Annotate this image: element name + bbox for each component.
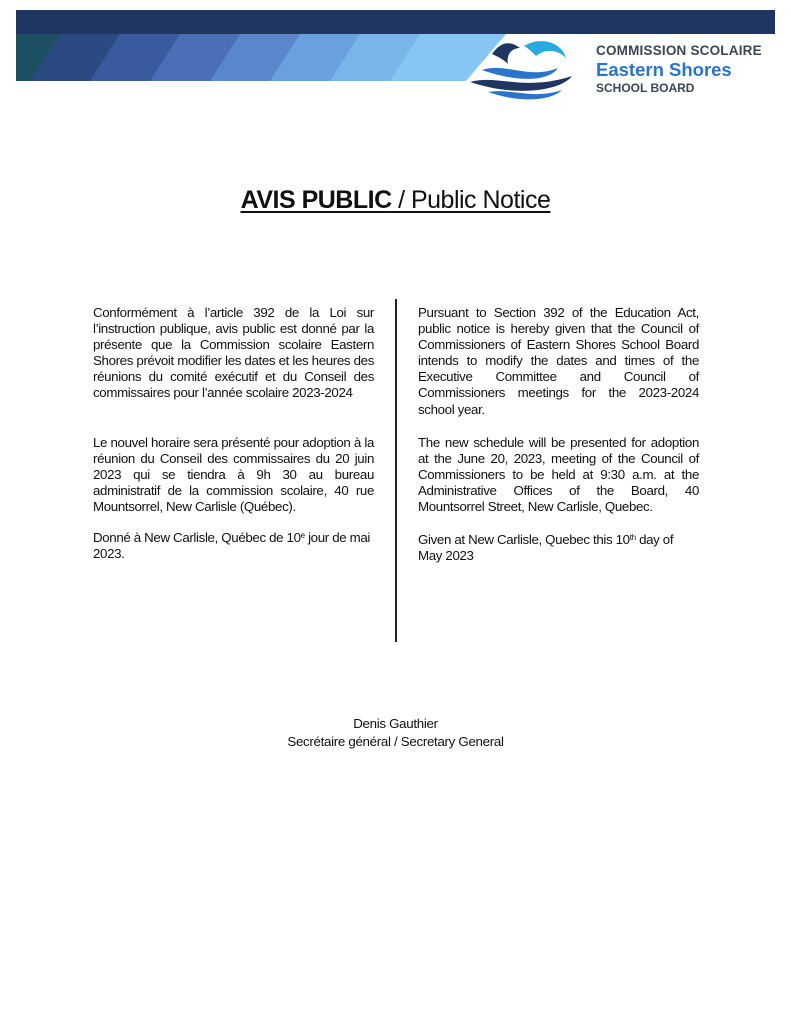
- french-paragraph-2: Le nouvel horaire sera présenté pour adoption à la réunion du Conseil des commissaires du 20 juin 2023 qui se tiendra à 9h 30 au bureau administratif de la commission scolaire, 40 rue Mountsorrel, New Carlisle (Québec).: [93, 434, 374, 514]
- signatory-title: Secrétaire général / Secretary General: [287, 734, 504, 749]
- english-paragraph-2: The new schedule will be presented for adoption at the June 20, 2023, meeting of the Council of Commissioners to be held at 9:30 a.m. at the Administrative Offices of the Board, 40 Mountsorrel Street, New Carlisle, Quebec.: [418, 434, 699, 515]
- english-paragraph-3: Given at New Carlisle, Quebec this 10th day of May 2023: [418, 532, 674, 564]
- logo-line-eastern-shores: Eastern Shores: [596, 58, 732, 80]
- header-top-bar: [16, 10, 775, 34]
- french-paragraph-1: Conformément à l’article 392 de la Loi sur l’instruction publique, avis public est donné par la présente que la Commission scolaire Eastern Shores prévoit modifier les dates et les heures des réunions du comité exécutif et du Conseil des commissaires pour l’année scolaire 2023-2024: [93, 305, 374, 401]
- signature-block: [0, 715, 791, 751]
- title-bold: AVIS PUBLIC: [240, 186, 392, 214]
- logo-line-commission: COMMISSION SCOLAIRE: [596, 43, 762, 58]
- french-column: [93, 305, 374, 562]
- signatory-name: Denis Gauthier: [353, 716, 438, 731]
- school-board-logo-icon: [462, 36, 584, 106]
- english-paragraph-1: Pursuant to Section 392 of the Education Act, public notice is hereby given that the Council of Commissioners of Eastern Shores School Board intends to modify the dates and times of the Executive Committee and Council of Commissioners meetings for the 2023-2024 school year.: [418, 305, 699, 417]
- logo-wordmark: [596, 44, 762, 94]
- logo-line-school-board: SCHOOL BOARD: [596, 81, 695, 95]
- english-column: [418, 305, 699, 564]
- column-divider: [395, 299, 397, 642]
- french-paragraph-3: Donné à New Carlisle, Québec de 10e jour de mai 2023.: [93, 530, 371, 562]
- title-regular: / Public Notice: [391, 186, 551, 214]
- header-stripe-banner: [16, 34, 506, 81]
- page-title: [0, 186, 791, 215]
